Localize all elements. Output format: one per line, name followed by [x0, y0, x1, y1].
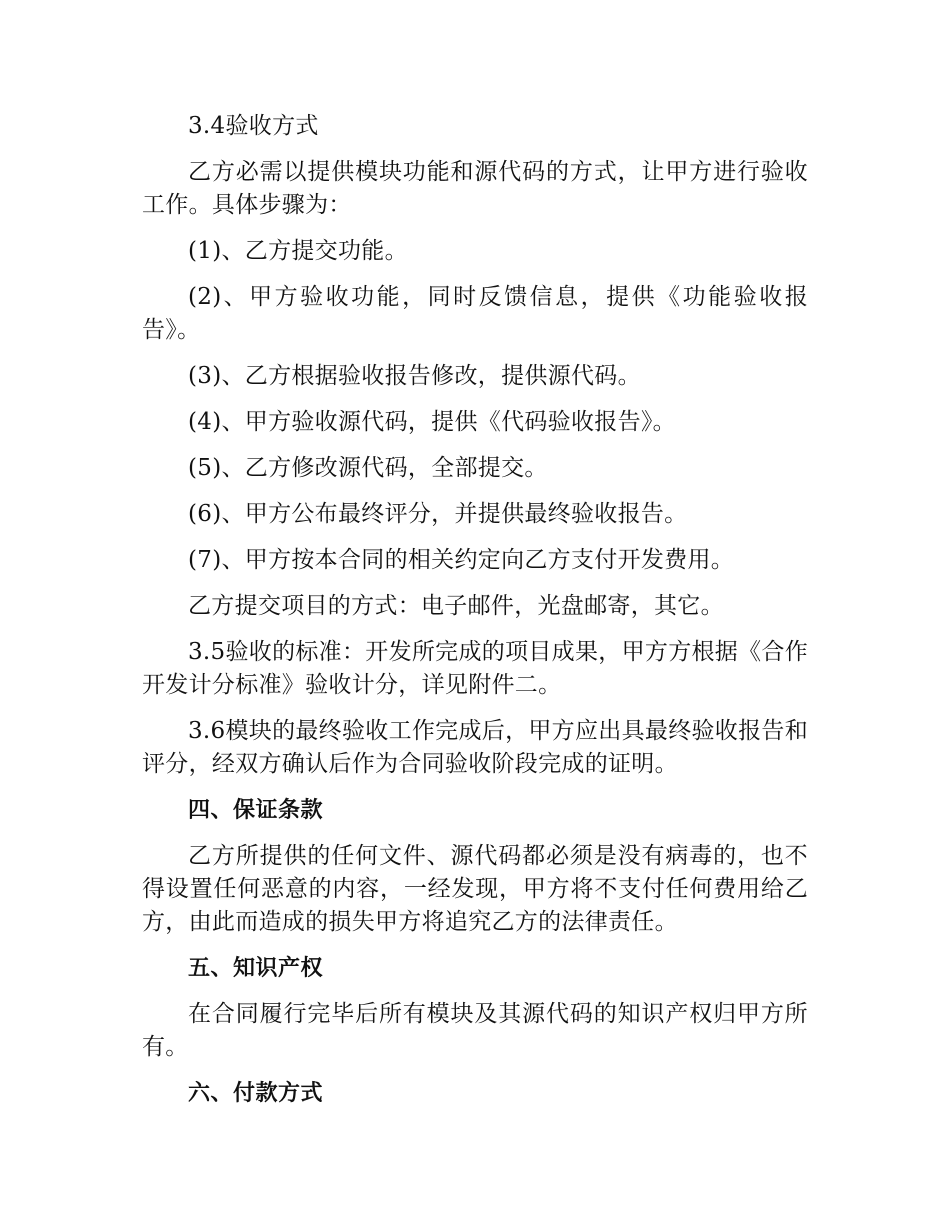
step-6: (6)、甲方公布最终评分，并提供最终验收报告。: [188, 501, 688, 527]
heading-payment: 六、付款方式: [188, 1081, 324, 1106]
step-5: (5)、乙方修改源代码，全部提交。: [188, 455, 548, 481]
section-3-4-title: 3.4验收方式: [188, 113, 319, 139]
step-2: (2)、甲方验收功能，同时反馈信息，提供《功能验收报告》。: [142, 284, 808, 343]
heading-ip: 五、知识产权: [188, 956, 324, 981]
step-1: (1)、乙方提交功能。: [188, 238, 408, 264]
heading-guarantee: 四、保证条款: [188, 798, 324, 823]
section-3-6: 3.6模块的最终验收工作完成后，甲方应出具最终验收报告和评分，经双方确认后作为合同验收阶段完成的证明。: [142, 718, 808, 777]
document-body: [142, 110, 808, 1123]
ip-text: 在合同履行完毕后所有模块及其源代码的知识产权归甲方所有。: [142, 1001, 808, 1060]
section-3-4-intro: 乙方必需以提供模块功能和源代码的方式，让甲方进行验收工作。具体步骤为：: [142, 159, 808, 218]
step-7: (7)、甲方按本合同的相关约定向乙方支付开发费用。: [188, 547, 735, 573]
section-3-5: 3.5验收的标准：开发所完成的项目成果，甲方方根据《合作开发计分标准》验收计分，详见附件二。: [142, 639, 808, 698]
step-3: (3)、乙方根据验收报告修改，提供源代码。: [188, 363, 641, 389]
submission-method: 乙方提交项目的方式：电子邮件，光盘邮寄，其它。: [188, 593, 724, 619]
guarantee-text: 乙方所提供的任何文件、源代码都必须是没有病毒的，也不得设置任何恶意的内容，一经发现，甲方将不支付任何费用给乙方，由此而造成的损失甲方将追究乙方的法律责任。: [142, 843, 808, 935]
step-4: (4)、甲方验收源代码，提供《代码验收报告》。: [188, 409, 676, 435]
